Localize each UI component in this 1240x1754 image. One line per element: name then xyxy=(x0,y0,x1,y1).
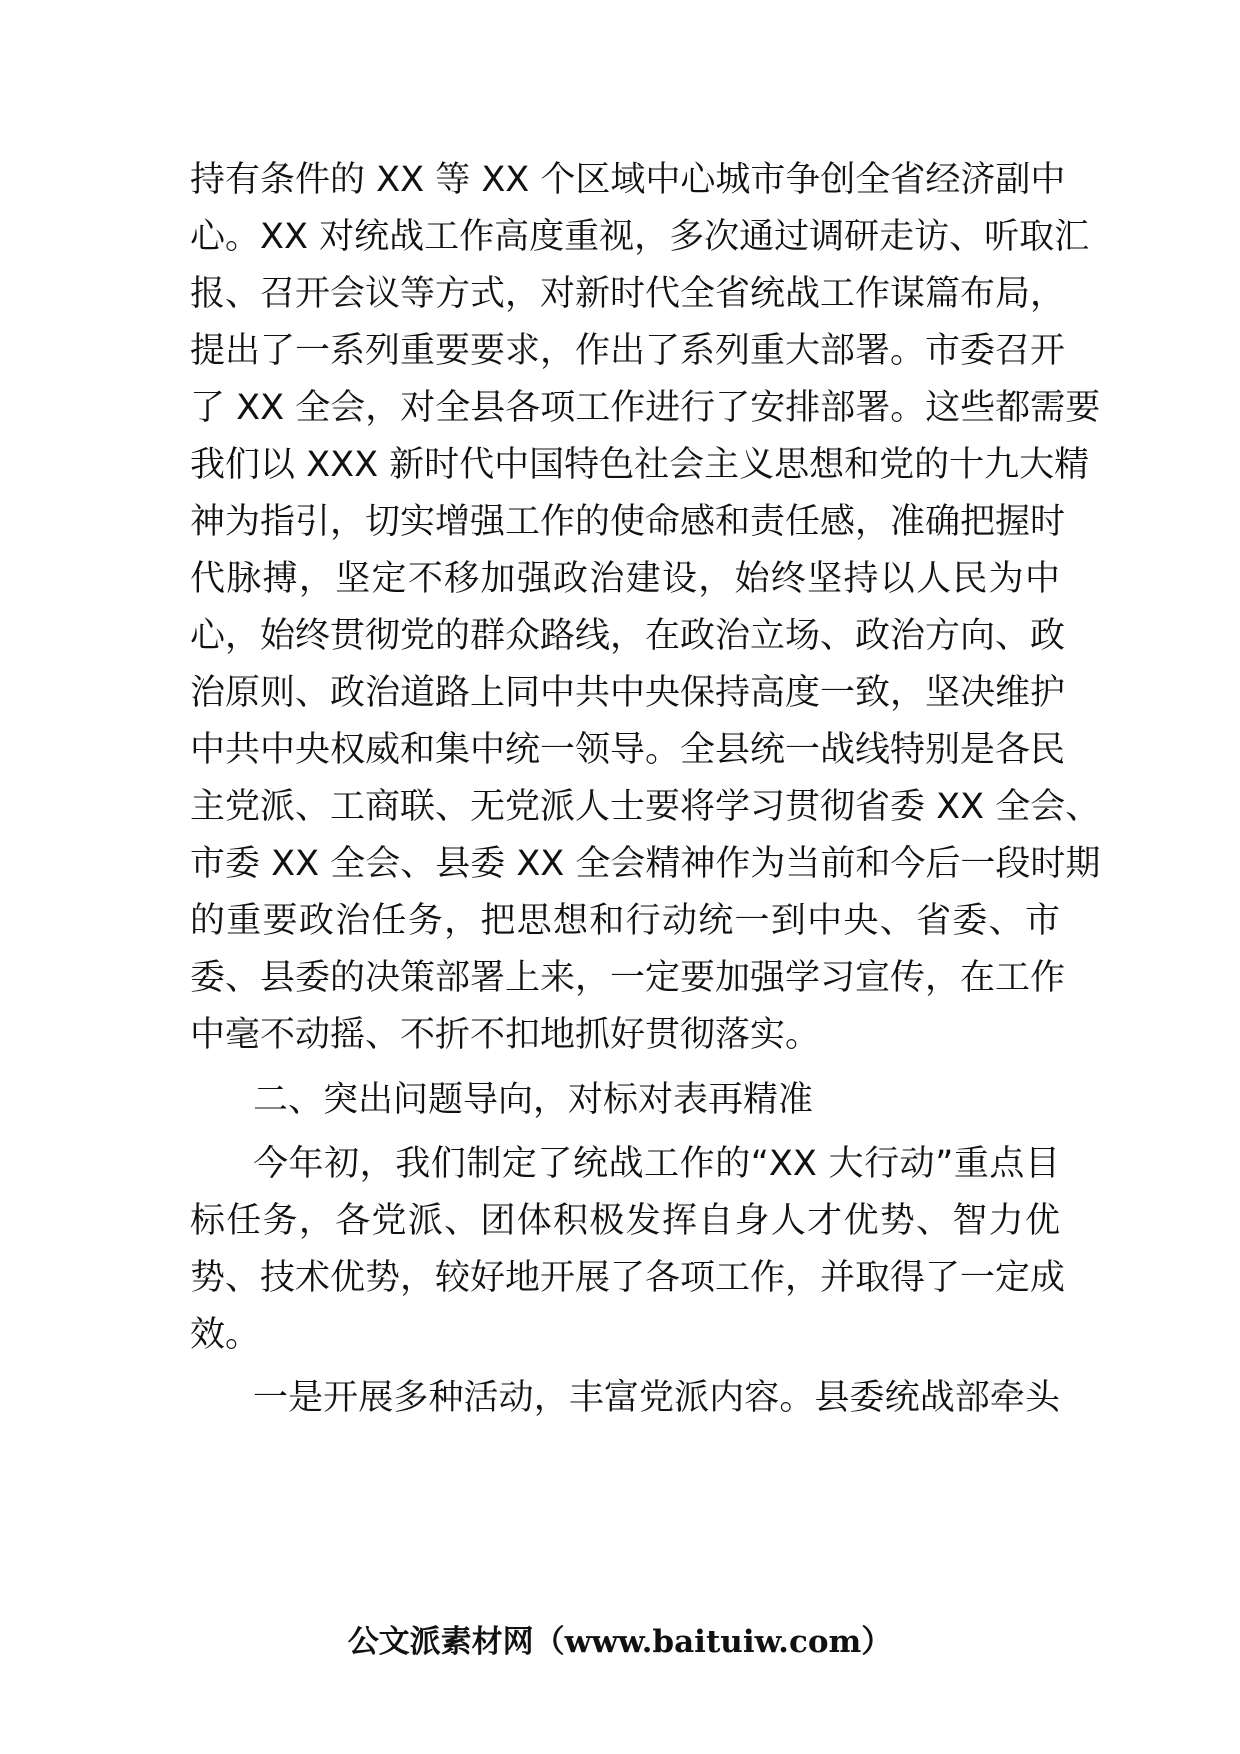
body-line: 主党派、工商联、无党派人士要将学习贯彻省委 XX 全会、 xyxy=(190,787,1101,827)
footer-watermark: 公文派素材网（www.baituiw.com） xyxy=(347,1624,893,1660)
body-line: 我们以 XXX 新时代中国特色社会主义思想和党的十九大精 xyxy=(190,445,1090,485)
body-line: 中共中央权威和集中统一领导。全县统一战线特别是各民 xyxy=(190,730,1066,770)
body-line: 代脉搏，坚定不移加强政治建设，始终坚持以人民为中 xyxy=(190,559,1060,599)
body-line: 心。XX 对统战工作高度重视，多次通过调研走访、听取汇 xyxy=(190,217,1090,257)
body-line: 势、技术优势，较好地开展了各项工作，并取得了一定成 xyxy=(190,1258,1066,1298)
body-line: 效。 xyxy=(190,1315,261,1355)
body-line: 提出了一系列重要要求，作出了系列重大部署。市委召开 xyxy=(190,331,1066,371)
body-line: 一是开展多种活动，丰富党派内容。县委统战部牵头 xyxy=(253,1378,1060,1418)
body-line: 持有条件的 XX 等 XX 个区域中心城市争创全省经济副中 xyxy=(190,160,1066,200)
body-line: 中毫不动摇、不折不扣地抓好贯彻落实。 xyxy=(190,1015,821,1055)
body-line: 市委 XX 全会、县委 XX 全会精神作为当前和今后一段时期 xyxy=(190,844,1101,884)
body-line: 标任务，各党派、团体积极发挥自身人才优势、智力优 xyxy=(190,1201,1060,1241)
section-heading: 二、突出问题导向，对标对表再精准 xyxy=(253,1080,814,1120)
body-line: 了 XX 全会，对全县各项工作进行了安排部署。这些都需要 xyxy=(190,388,1101,428)
body-line: 神为指引，切实增强工作的使命感和责任感，准确把握时 xyxy=(190,502,1066,542)
body-line: 今年初，我们制定了统战工作的“XX 大行动”重点目 xyxy=(253,1144,1060,1184)
body-line: 报、召开会议等方式，对新时代全省统战工作谋篇布局， xyxy=(190,274,1066,314)
body-line: 的重要政治任务，把思想和行动统一到中央、省委、市 xyxy=(190,901,1060,941)
body-line: 治原则、政治道路上同中共中央保持高度一致，坚决维护 xyxy=(190,673,1066,713)
body-line: 委、县委的决策部署上来，一定要加强学习宣传，在工作 xyxy=(190,958,1066,998)
body-line: 心，始终贯彻党的群众路线，在政治立场、政治方向、政 xyxy=(190,616,1066,656)
